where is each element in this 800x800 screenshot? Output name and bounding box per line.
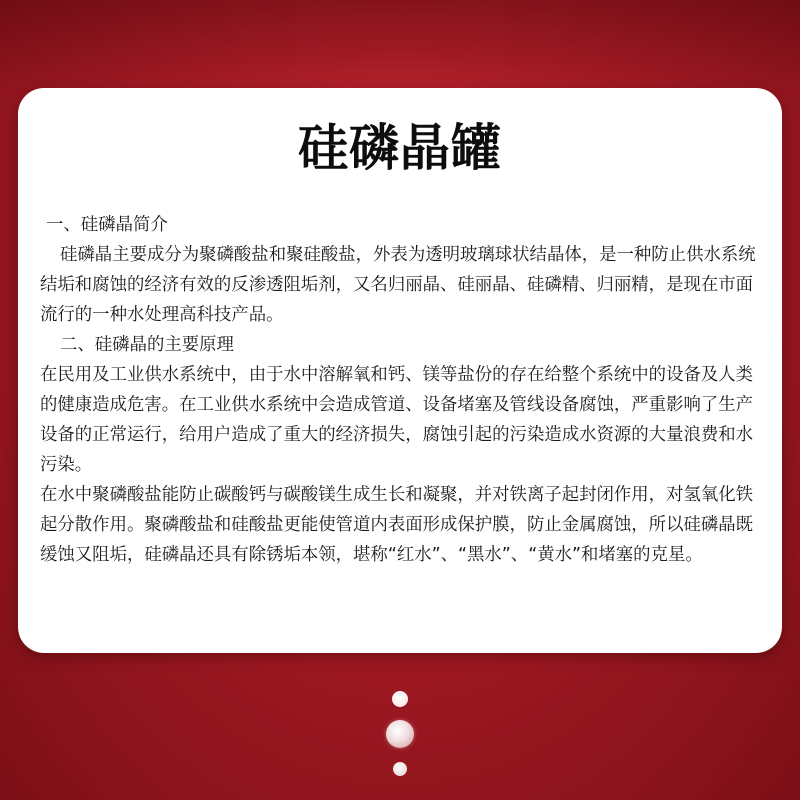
article-body — [40, 210, 768, 570]
section-heading-principle: 二、硅磷晶的主要原理 — [60, 335, 234, 355]
section-paragraph-principle-2: 在水中聚磷酸盐能防止碳酸钙与碳酸镁生成生长和凝聚，并对铁离子起封闭作用，对氢氧化铁起分散作用。聚磷酸盐和硅酸盐更能使管道内表面形成保护膜，防止金属腐蚀，所以硅磷晶既缓蚀又阻垢，硅磷晶还具有除锈垢本领，堪称“红水”、“黑水”、“黄水”和堵塞的克星。 — [40, 485, 754, 565]
background-top-shade — [0, 0, 800, 90]
decorative-dot-top — [392, 691, 408, 707]
decorative-dot-bottom — [393, 762, 407, 776]
page-title: 硅磷晶罐 — [298, 119, 502, 177]
section-heading-intro: 一、硅磷晶简介 — [46, 215, 168, 235]
section-paragraph-intro: 硅磷晶主要成分为聚磷酸盐和聚硅酸盐，外表为透明玻璃球状结晶体，是一种防止供水系统结垢和腐蚀的经济有效的反渗透阻垢剂，又名归丽晶、硅丽晶、硅磷精、归丽精，是现在市面流行的一种水处理高科技产品。 — [40, 245, 756, 325]
decorative-dot-middle — [386, 720, 414, 748]
section-paragraph-principle-1: 在民用及工业供水系统中，由于水中溶解氧和钙、镁等盐份的存在给整个系统中的设备及人类的健康造成危害。在工业供水系统中会造成管道、设备堵塞及管线设备腐蚀，严重影响了生产设备的正常运行，给用户造成了重大的经济损失，腐蚀引起的污染造成水资源的大量浪费和水污染。 — [40, 365, 754, 475]
